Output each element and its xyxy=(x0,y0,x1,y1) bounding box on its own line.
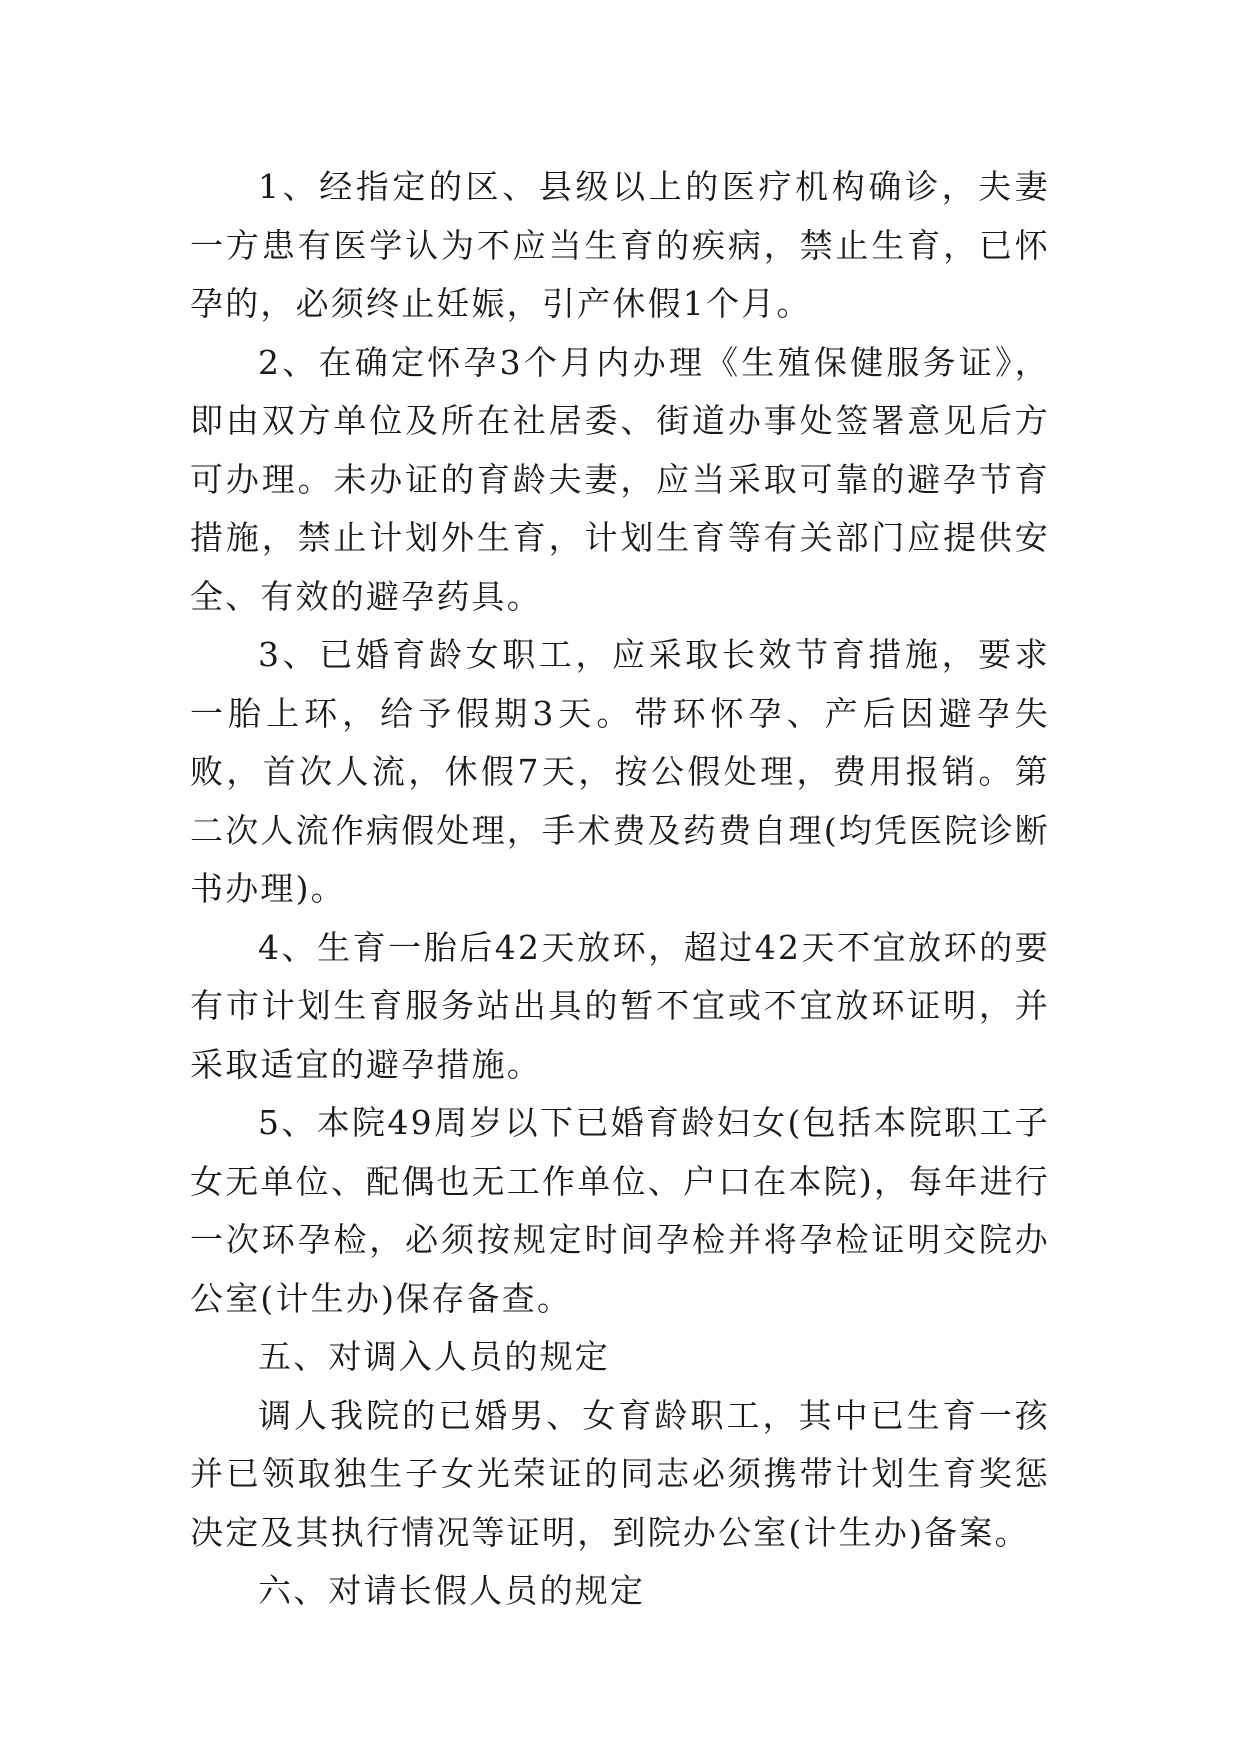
paragraph-item-3: 3、已婚育龄女职工，应采取长效节育措施，要求一胎上环，给予假期3天。带环怀孕、产后因避孕失败，首次人流，休假7天，按公假处理，费用报销。第二次人流作病假处理，手术费及药费自理(均凭医院诊断书办理)。 xyxy=(190,635,1050,908)
paragraph-item-2: 2、在确定怀孕3个月内办理《生殖保健服务证》，即由双方单位及所在社居委、街道办事处签署意见后方可办理。未办证的育龄夫妻，应当采取可靠的避孕节育措施，禁止计划外生育，计划生育等有关部门应提供安全、有效的避孕药具。 xyxy=(190,342,1050,616)
paragraph-item-5: 5、本院49周岁以下已婚育龄妇女(包括本院职工子女无单位、配偶也无工作单位、户口在本院)，每年进行一次环孕检，必须按规定时间孕检并将孕检证明交院办公室(计生办)保存备查。 xyxy=(190,1103,1050,1318)
paragraph-transfer: 调人我院的已婚男、女育龄职工，其中已生育一孩并已领取独生子女光荣证的同志必须携带计划生育奖惩决定及其执行情况等证明，到院办公室(计生办)备案。 xyxy=(190,1395,1050,1552)
document-body xyxy=(190,158,1050,1621)
section-heading-6: 六、对请长假人员的规定 xyxy=(258,1571,646,1610)
paragraph-item-1: 1、经指定的区、县级以上的医疗机构确诊，夫妻一方患有医学认为不应当生育的疾病，禁止生育，已怀孕的，必须终止妊娠，引产休假1个月。 xyxy=(190,167,1050,323)
section-heading-5: 五、对调入人员的规定 xyxy=(258,1337,610,1376)
paragraph-item-4: 4、生育一胎后42天放环，超过42天不宜放环的要有市计划生育服务站出具的暂不宜或不宜放环证明，并采取适宜的避孕措施。 xyxy=(190,927,1050,1084)
